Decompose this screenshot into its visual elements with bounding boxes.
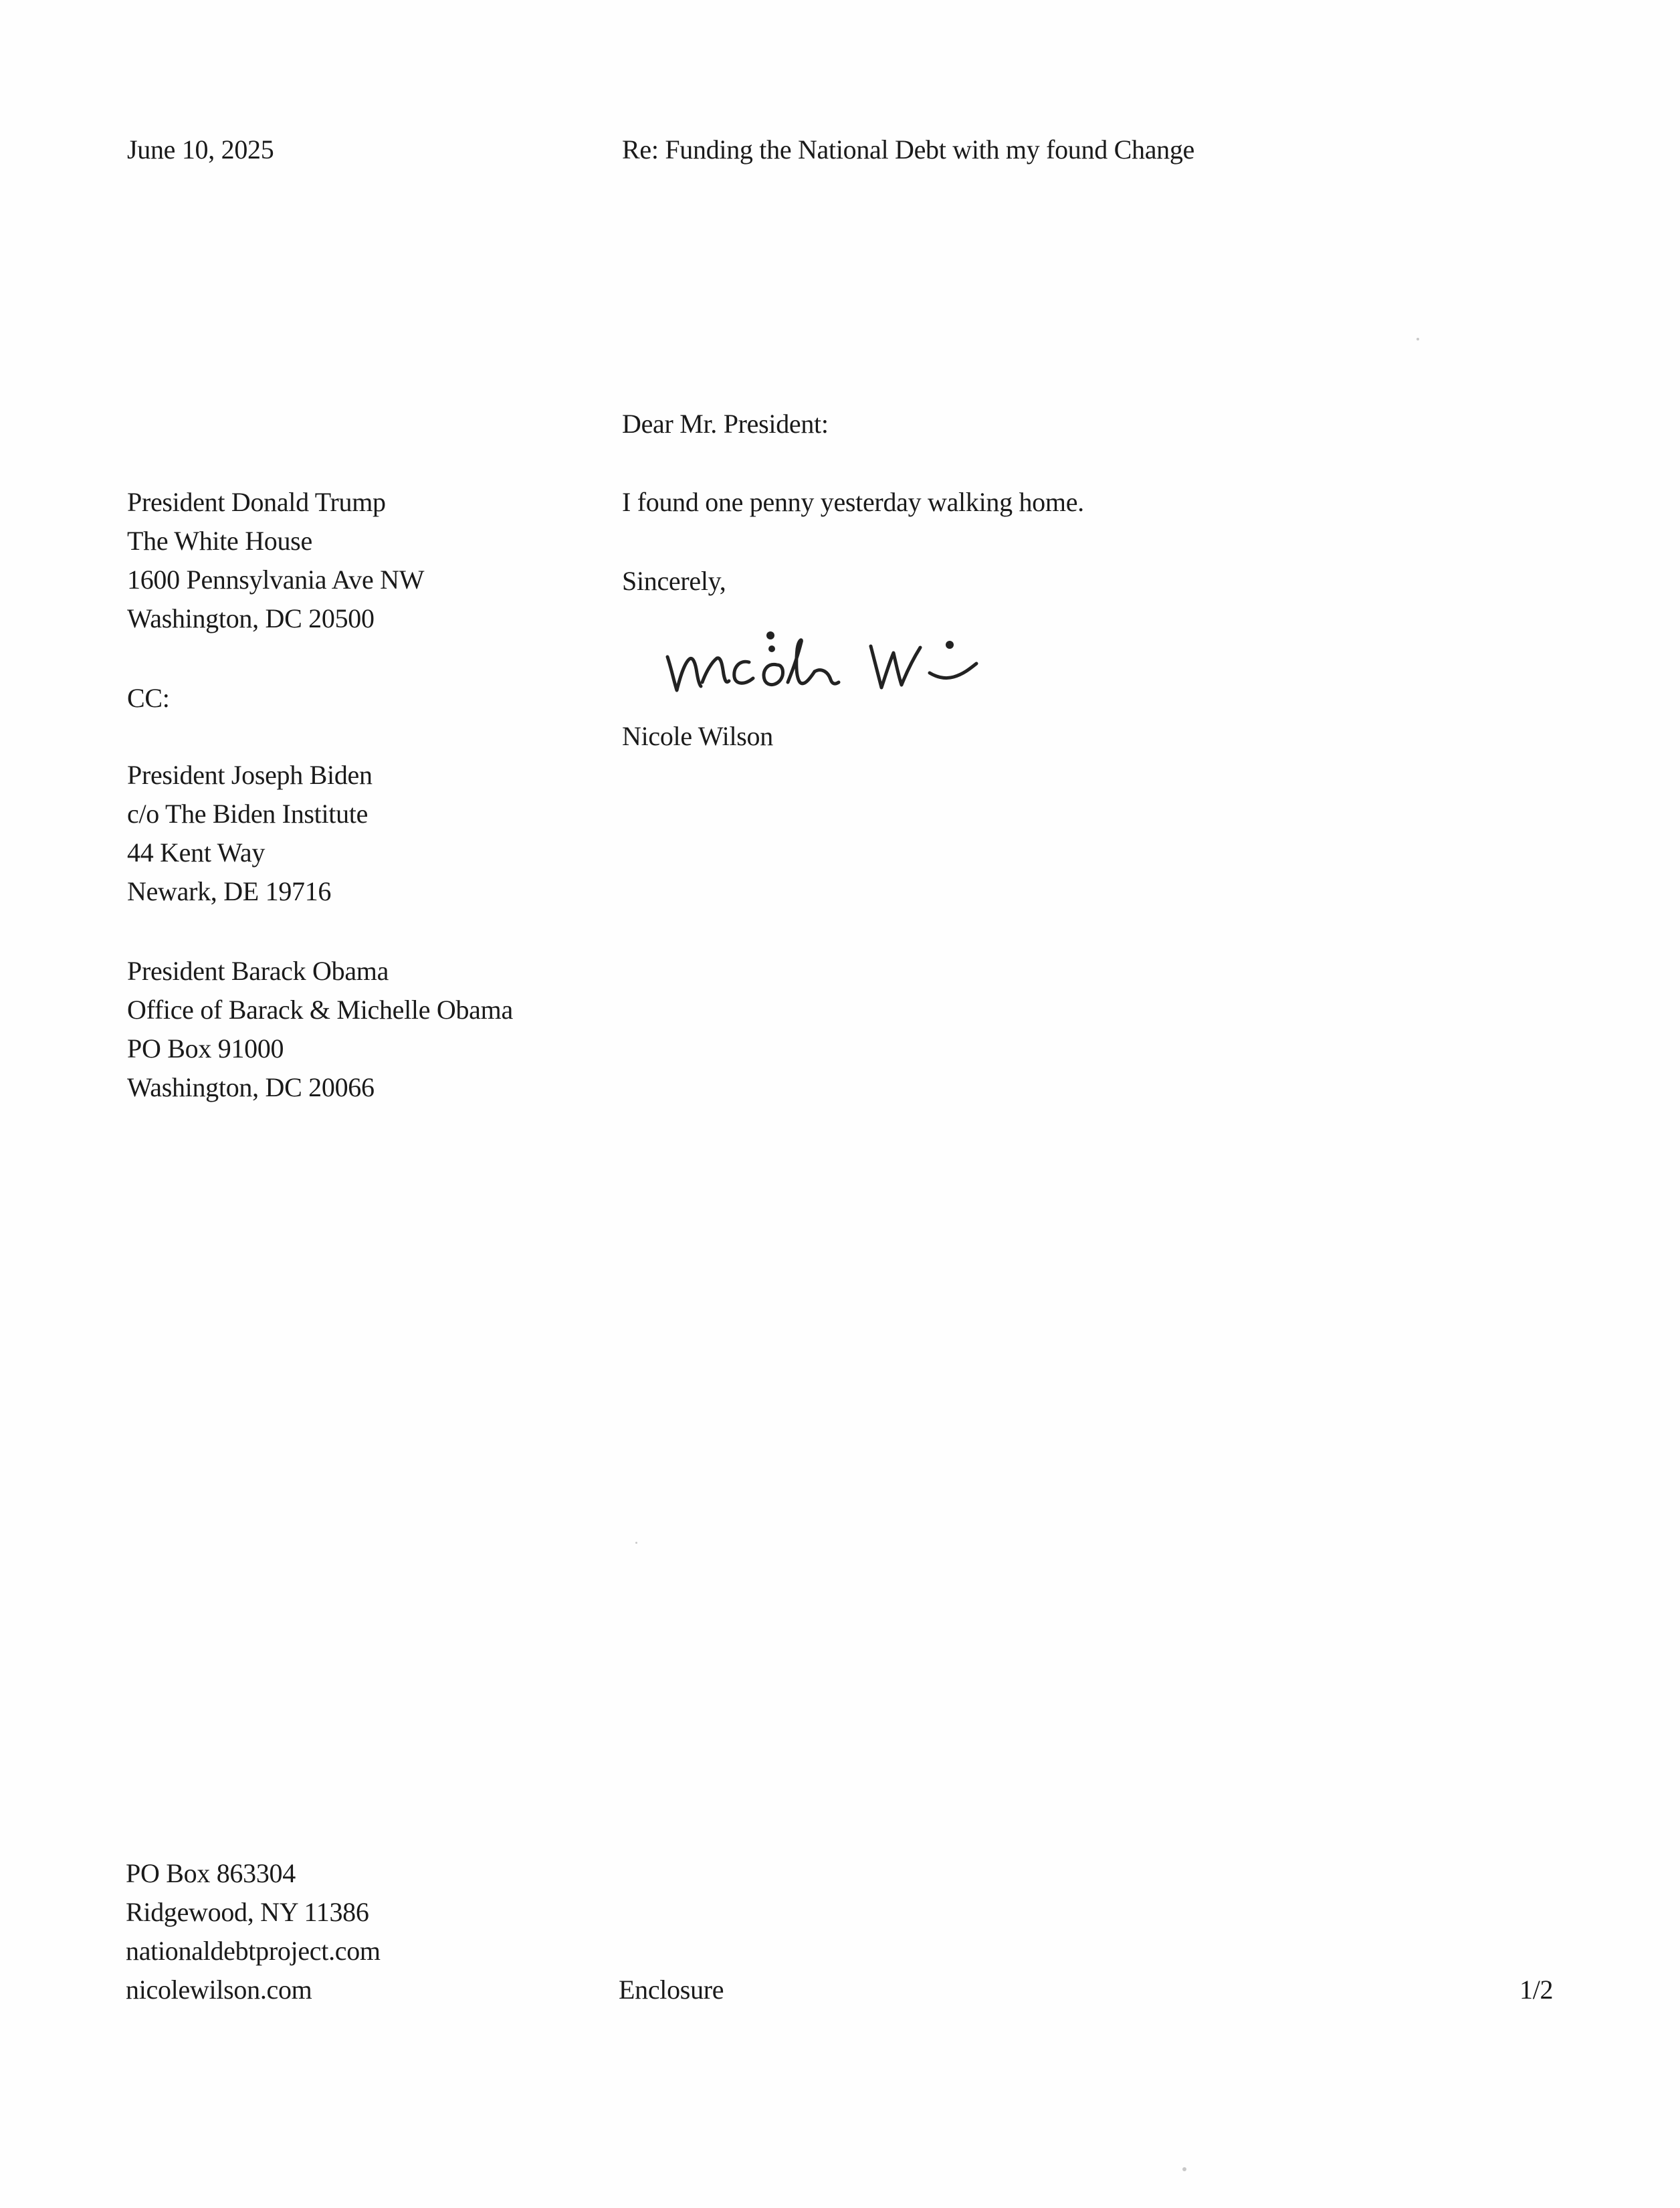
cc-address-line: Newark, DE 19716 [127,876,332,906]
cc-address-line: President Joseph Biden [127,760,373,790]
recipient-line: The White House [127,526,312,556]
cc-label: CC: [127,683,170,713]
recipient-address [127,483,424,638]
cc-address-obama [127,952,513,1107]
page-number: 1/2 [1519,1975,1554,2005]
recipient-line: Washington, DC 20500 [127,603,375,633]
cc-address-line: c/o The Biden Institute [127,799,369,829]
sender-line: Ridgewood, NY 11386 [126,1897,369,1927]
cc-address-line: Washington, DC 20066 [127,1072,375,1102]
signer-name: Nicole Wilson [622,721,773,751]
cc-address-biden [127,756,373,911]
cc-address-line: PO Box 91000 [127,1033,284,1064]
sender-address [126,1854,381,2009]
letter-date: June 10, 2025 [127,134,274,165]
sender-line: nationaldebtproject.com [126,1936,381,1966]
scan-speck [1182,2167,1186,2171]
enclosure-note: Enclosure [619,1975,724,2005]
signature-image [655,615,990,709]
letter-subject: Re: Funding the National Debt with my found Change [622,134,1194,165]
letter-message: I found one penny yesterday walking home. [622,487,1084,517]
scan-speck [635,1542,637,1544]
cc-address-line: President Barack Obama [127,956,389,986]
sender-line: nicolewilson.com [126,1975,312,2005]
cc-address-line: 44 Kent Way [127,837,266,868]
cc-address-line: Office of Barack & Michelle Obama [127,995,513,1025]
sender-line: PO Box 863304 [126,1858,296,1888]
scan-speck [1416,338,1419,340]
closing: Sincerely, [622,566,726,596]
recipient-line: President Donald Trump [127,487,386,517]
recipient-line: 1600 Pennsylvania Ave NW [127,565,425,595]
salutation: Dear Mr. President: [622,409,829,439]
